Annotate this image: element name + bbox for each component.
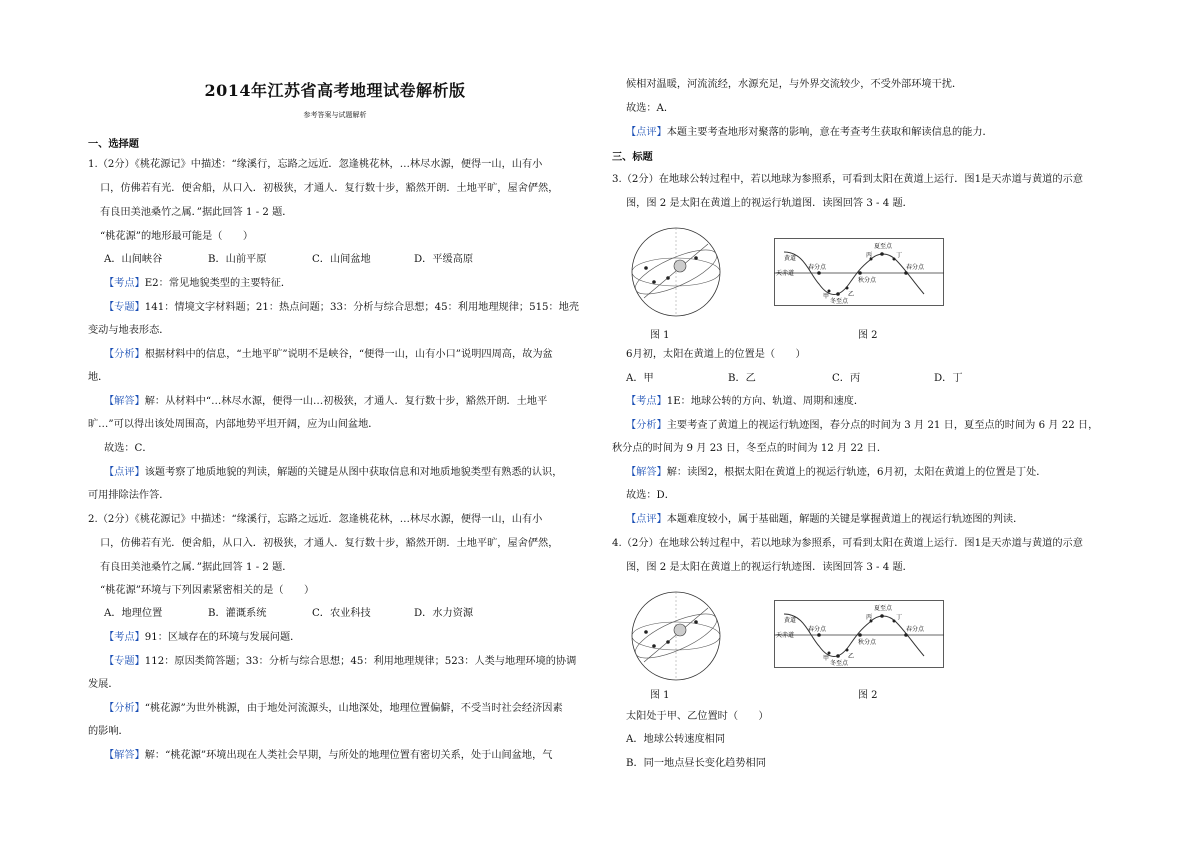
dianping-tag: 【点评】 <box>626 514 667 525</box>
q2-option-a: A．地理位置 <box>104 608 163 619</box>
label-dongzhi: 冬至点 <box>830 660 849 667</box>
label-huangdao: 黄道 <box>784 617 797 624</box>
label-qiufen: 秋分点 <box>858 639 877 646</box>
q4-stem: 太阳处于甲、乙位置时（ ） <box>626 711 769 722</box>
label-ding: 丁 <box>896 252 903 259</box>
q3-fenxi: 【分析】主要考查了黄道上的视运行轨迹图，春分点的时间为 3 月 21 日，夏至点的时间为 6 月 22 日， <box>626 420 1099 431</box>
label-tianchidao: 天赤道 <box>776 632 795 639</box>
q3-jieda: 【解答】解：读图2，根据太阳在黄道上的视运行轨迹，6月初，太阳在黄道上的位置是丁处． <box>626 467 1047 478</box>
q1-jieda: 【解答】解：从材料中“…林尽水源，便得一山…初极狭，才通人．复行数十步，豁然开朗．土地平 <box>104 396 548 407</box>
q1-option-b: B．山前平原 <box>208 254 267 265</box>
q3-line-2: 图，图 2 是太阳在黄道上的视运行轨道图．读图回答 3 - 4 题． <box>626 198 913 209</box>
label-jia: 甲 <box>823 293 830 300</box>
zhuanti-tag: 【专题】 <box>104 656 145 667</box>
q1-fenxi-cont: 地． <box>88 372 109 383</box>
q3-option-d: D．丁 <box>934 373 963 384</box>
q1-line-1: 1.（2分）《桃花源记》中描述：“缘溪行，忘路之远近．忽逢桃花林，…林尽水源，便得一山，山有小 <box>88 159 543 170</box>
q1-answer: 故选：C． <box>104 443 153 454</box>
q2-fenxi: 【分析】“桃花源”为世外桃源，由于地处河流源头，山地深处，地理位置偏僻，不受当时社会经济因素 <box>104 703 563 714</box>
q4-option-b: B．同一地点昼长变化趋势相同 <box>626 758 766 769</box>
q1-option-a: A．山间峡谷 <box>104 254 163 265</box>
q4-option-a: A．地球公转速度相同 <box>626 734 726 745</box>
q4-line-1: 4.（2分）在地球公转过程中，若以地球为参照系，可看到太阳在黄道上运行．图1是天赤道与黄道的示意 <box>612 538 1083 549</box>
q2-zhuanti: 【专题】112：原因类简答题；33：分析与综合思想；45：利用地理规律；523：人类与地理环境的协调 <box>104 656 577 667</box>
page-title: 2014年江苏省高考地理试卷解析版 <box>204 81 466 100</box>
q3-answer: 故选：D． <box>626 490 675 501</box>
label-chunfen-2: 春分点 <box>906 626 925 633</box>
q3-option-a: A．甲 <box>626 373 654 384</box>
q4-line-2: 图，图 2 是太阳在黄道上的视运行轨迹图．读图回答 3 - 4 题． <box>626 562 913 573</box>
fenxi-tag: 【分析】 <box>626 420 667 431</box>
q2-zhuanti-cont: 发展． <box>88 679 119 690</box>
kaodian-tag: 【考点】 <box>104 278 145 289</box>
figure-1-caption-repeat: 图 1 <box>650 690 670 701</box>
q2-dianping: 【点评】本题主要考查地形对聚落的影响，意在考查考生获取和解读信息的能力． <box>626 127 993 138</box>
celestial-sphere-figure-1 <box>624 220 736 320</box>
dianping-tag: 【点评】 <box>626 127 667 138</box>
jieda-tag: 【解答】 <box>626 467 667 478</box>
q3-kaodian: 【考点】1E：地球公转的方向、轨道、周期和速度． <box>626 396 865 407</box>
section-heading-title: 三、标题 <box>612 151 653 163</box>
q1-dianping: 【点评】该题考察了地质地貌的判读，解题的关键是从图中获取信息和对地质地貌类型有熟悉的认识， <box>104 467 563 478</box>
q2-jieda-cont: 候相对温暖，河流流经，水源充足，与外界交流较少，不受外部环境干扰． <box>626 79 963 90</box>
label-chunfen: 春分点 <box>808 626 827 633</box>
q3-dianping: 【点评】本题难度较小，属于基础题，解题的关键是掌握黄道上的视运行轨迹图的判读． <box>626 514 1024 525</box>
q2-option-b: B．灌溉系统 <box>208 608 267 619</box>
label-tianchidao: 天赤道 <box>776 270 795 277</box>
q2-line-3: 有良田美池桑竹之属．”据此回答 1 - 2 题． <box>100 562 293 573</box>
q3-stem: 6月初，太阳在黄道上的位置是（ ） <box>626 349 806 360</box>
q3-fenxi-cont: 秋分点的时间为 9 月 23 日，冬至点的时间为 12 月 22 日． <box>612 443 888 454</box>
label-chunfen-2: 春分点 <box>906 264 925 271</box>
kaodian-tag: 【考点】 <box>626 396 667 407</box>
q1-zhuanti-cont: 变动与地表形态． <box>88 325 170 336</box>
q2-option-d: D．水力资源 <box>414 608 474 619</box>
label-huangdao: 黄道 <box>784 255 797 262</box>
label-chunfen: 春分点 <box>808 264 827 271</box>
figure-2-caption-repeat: 图 2 <box>858 690 878 701</box>
label-ding: 丁 <box>896 614 903 621</box>
q3-option-c: C．丙 <box>832 373 861 384</box>
q1-dianping-cont: 可用排除法作答． <box>88 490 170 501</box>
label-jia: 甲 <box>823 655 830 662</box>
q2-answer: 故选：A． <box>626 103 675 114</box>
label-xiazhi: 夏至点 <box>874 605 893 612</box>
q2-line-2: 口，仿佛若有光．便舍船，从口入．初极狭，才通人．复行数十步，豁然开朗．土地平旷，屋舍俨然， <box>100 538 559 549</box>
jieda-tag: 【解答】 <box>104 396 145 407</box>
q1-line-2: 口，仿佛若有光．便舍船，从口入．初极狭，才通人．复行数十步，豁然开朗．土地平旷，屋舍俨然， <box>100 183 559 194</box>
label-yi: 乙 <box>848 291 855 298</box>
q1-stem: “桃花源”的地形最可能是（ ） <box>100 231 254 242</box>
q2-stem: “桃花源”环境与下列因素紧密相关的是（ ） <box>100 585 315 596</box>
label-bing: 丙 <box>866 614 873 621</box>
dianping-tag: 【点评】 <box>104 467 145 478</box>
section-heading-choice: 一、选择题 <box>88 138 139 150</box>
ecliptic-track-figure-2-repeat <box>774 600 944 668</box>
q1-option-d: D．平缓高原 <box>414 254 474 265</box>
q1-option-c: C．山间盆地 <box>312 254 371 265</box>
label-yi: 乙 <box>848 653 855 660</box>
q2-line-1: 2.（2分）《桃花源记》中描述：“缘溪行，忘路之远近．忽逢桃花林，…林尽水源，便得一山，山有小 <box>88 514 543 525</box>
fenxi-tag: 【分析】 <box>104 349 145 360</box>
q2-option-c: C．农业科技 <box>312 608 371 619</box>
label-dongzhi: 冬至点 <box>830 298 849 305</box>
zhuanti-tag: 【专题】 <box>104 302 145 313</box>
q1-zhuanti: 【专题】141：情境文字材料题；21：热点问题；33：分析与综合思想；45：利用地理规律；515：地壳 <box>104 302 580 313</box>
celestial-sphere-figure-1-repeat <box>624 584 736 684</box>
label-qiufen: 秋分点 <box>858 277 877 284</box>
q3-option-b: B．乙 <box>728 373 756 384</box>
ecliptic-track-figure-2 <box>774 238 944 306</box>
figure-1-caption: 图 1 <box>650 330 670 341</box>
q2-kaodian: 【考点】91：区域存在的环境与发展问题． <box>104 632 301 643</box>
label-bing: 丙 <box>866 252 873 259</box>
q2-jieda: 【解答】解：“桃花源”环境出现在人类社会早期，与所处的地理位置有密切关系，处于山间盆地，气 <box>104 750 553 761</box>
q1-line-3: 有良田美池桑竹之属．”据此回答 1 - 2 题． <box>100 207 293 218</box>
q1-fenxi: 【分析】根据材料中的信息，“土地平旷”说明不是峡谷，“便得一山，山有小口”说明四周高，故为盆 <box>104 349 553 360</box>
q2-fenxi-cont: 的影响． <box>88 726 129 737</box>
q1-jieda-cont: 旷…”可以得出该处周围高，内部地势平坦开阔，应为山间盆地． <box>88 419 379 430</box>
kaodian-tag: 【考点】 <box>104 632 145 643</box>
q1-kaodian: 【考点】E2：常见地貌类型的主要特征． <box>104 278 292 289</box>
figure-2-caption: 图 2 <box>858 330 878 341</box>
page-subtitle: 参考答案与试题解析 <box>303 111 367 119</box>
q3-line-1: 3.（2分）在地球公转过程中，若以地球为参照系，可看到太阳在黄道上运行．图1是天赤道与黄道的示意 <box>612 174 1083 185</box>
jieda-tag: 【解答】 <box>104 750 145 761</box>
label-xiazhi: 夏至点 <box>874 243 893 250</box>
fenxi-tag: 【分析】 <box>104 703 145 714</box>
